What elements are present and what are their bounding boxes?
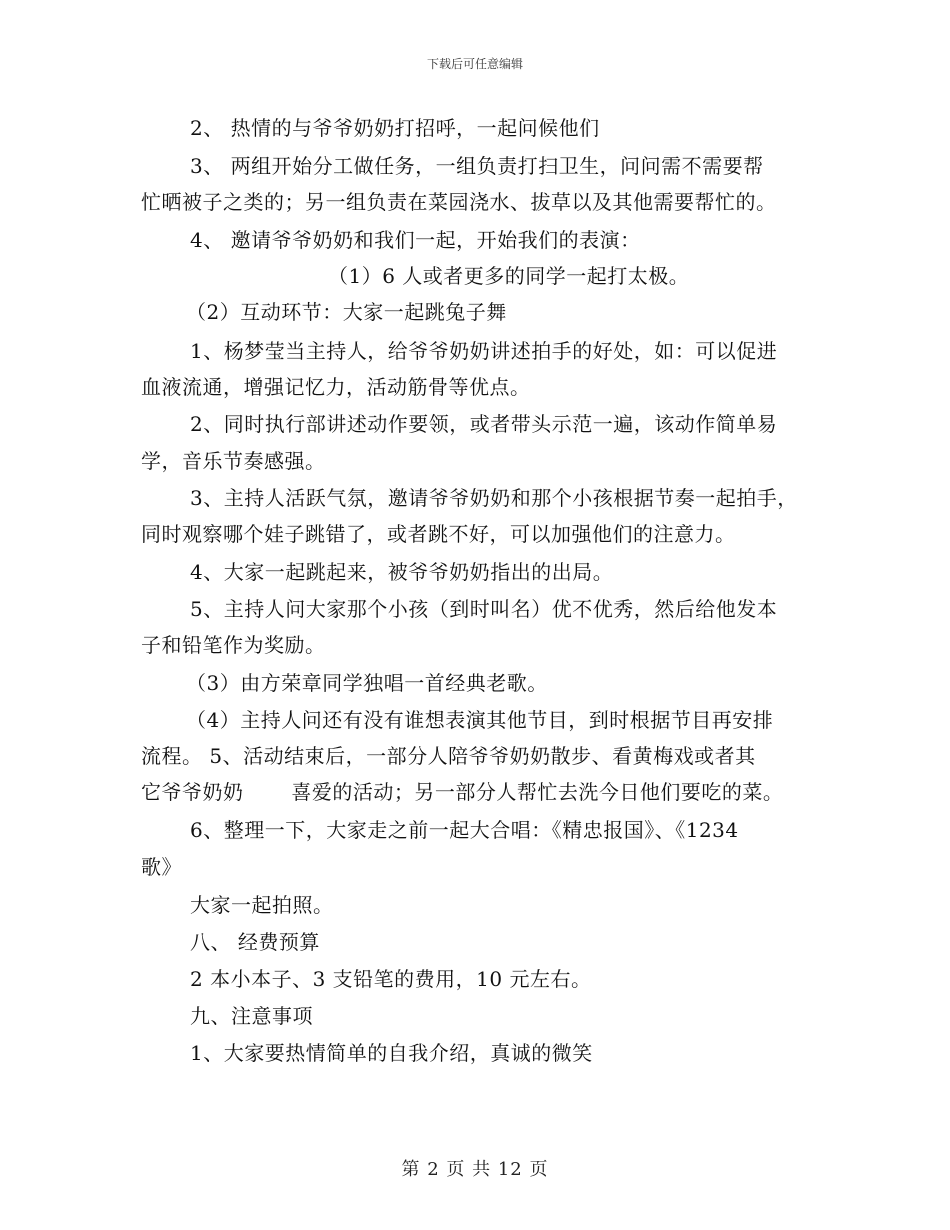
body-line: 同时观察哪个娃子跳错了，或者跳不好，可以加强他们的注意力。 xyxy=(141,522,736,546)
body-line: （1）6 人或者更多的同学一起打太极。 xyxy=(328,264,690,288)
body-line: 1、大家要热情简单的自我介绍，真诚的微笑 xyxy=(190,1041,593,1065)
body-line: 1、杨梦莹当主持人，给爷爷奶奶讲述拍手的好处，如：可以促进 xyxy=(190,339,778,363)
body-line: 血液流通，增强记忆力，活动筋骨等优点。 xyxy=(141,375,531,399)
page-header: 下载后可任意编辑 xyxy=(426,57,523,71)
section-heading: 九、注意事项 xyxy=(190,1004,313,1028)
body-line: 5、主持人问大家那个小孩（到时叫名）优不优秀，然后给他发本 xyxy=(190,597,778,621)
body-line: 大家一起拍照。 xyxy=(190,893,334,917)
body-line: 子和铅笔作为奖励。 xyxy=(141,633,326,657)
page-number-footer: 第 2 页 共 12 页 xyxy=(401,1159,549,1180)
body-line: 2、同时执行部讲述动作要领，或者带头示范一遍，该动作简单易 xyxy=(190,412,778,436)
body-line: 3、 两组开始分工做任务，一组负责打扫卫生，问问需不需要帮 xyxy=(190,154,764,178)
body-line: 忙晒被子之类的；另一组负责在菜园浇水、拔草以及其他需要帮忙的。 xyxy=(141,190,777,214)
body-line: （4）主持人问还有没有谁想表演其他节目，到时根据节目再安排 xyxy=(186,708,774,732)
body-line: （3）由方荣章同学独唱一首经典老歌。 xyxy=(186,671,548,695)
body-line: （2）互动环节：大家一起跳兔子舞 xyxy=(186,300,507,324)
body-line: 流程。 5、活动结束后，一部分人陪爷爷奶奶散步、看黄梅戏或者其 xyxy=(141,744,756,768)
body-line: 6、整理一下，大家走之前一起大合唱：《精忠报国》、《1234 xyxy=(190,818,739,842)
body-line: 4、 邀请爷爷奶奶和我们一起，开始我们的表演： xyxy=(190,228,641,252)
body-line: 3、主持人活跃气氛，邀请爷爷奶奶和那个小孩根据节奏一起拍手， xyxy=(190,486,798,510)
body-line: 学，音乐节奏感强。 xyxy=(141,449,326,473)
body-line: 2 本小本子、3 支铅笔的费用，10 元左右。 xyxy=(190,967,592,991)
section-heading: 八、 经费预算 xyxy=(190,930,320,954)
body-line: 2、 热情的与爷爷奶奶打招呼，一起问候他们 xyxy=(190,116,600,140)
body-line: 4、大家一起跳起来，被爷爷奶奶指出的出局。 xyxy=(190,560,614,584)
body-line: 歌》 xyxy=(141,855,182,879)
body-line: 它爷爷奶奶 喜爱的活动；另一部分人帮忙去洗今日他们要吃的菜。 xyxy=(141,780,784,804)
